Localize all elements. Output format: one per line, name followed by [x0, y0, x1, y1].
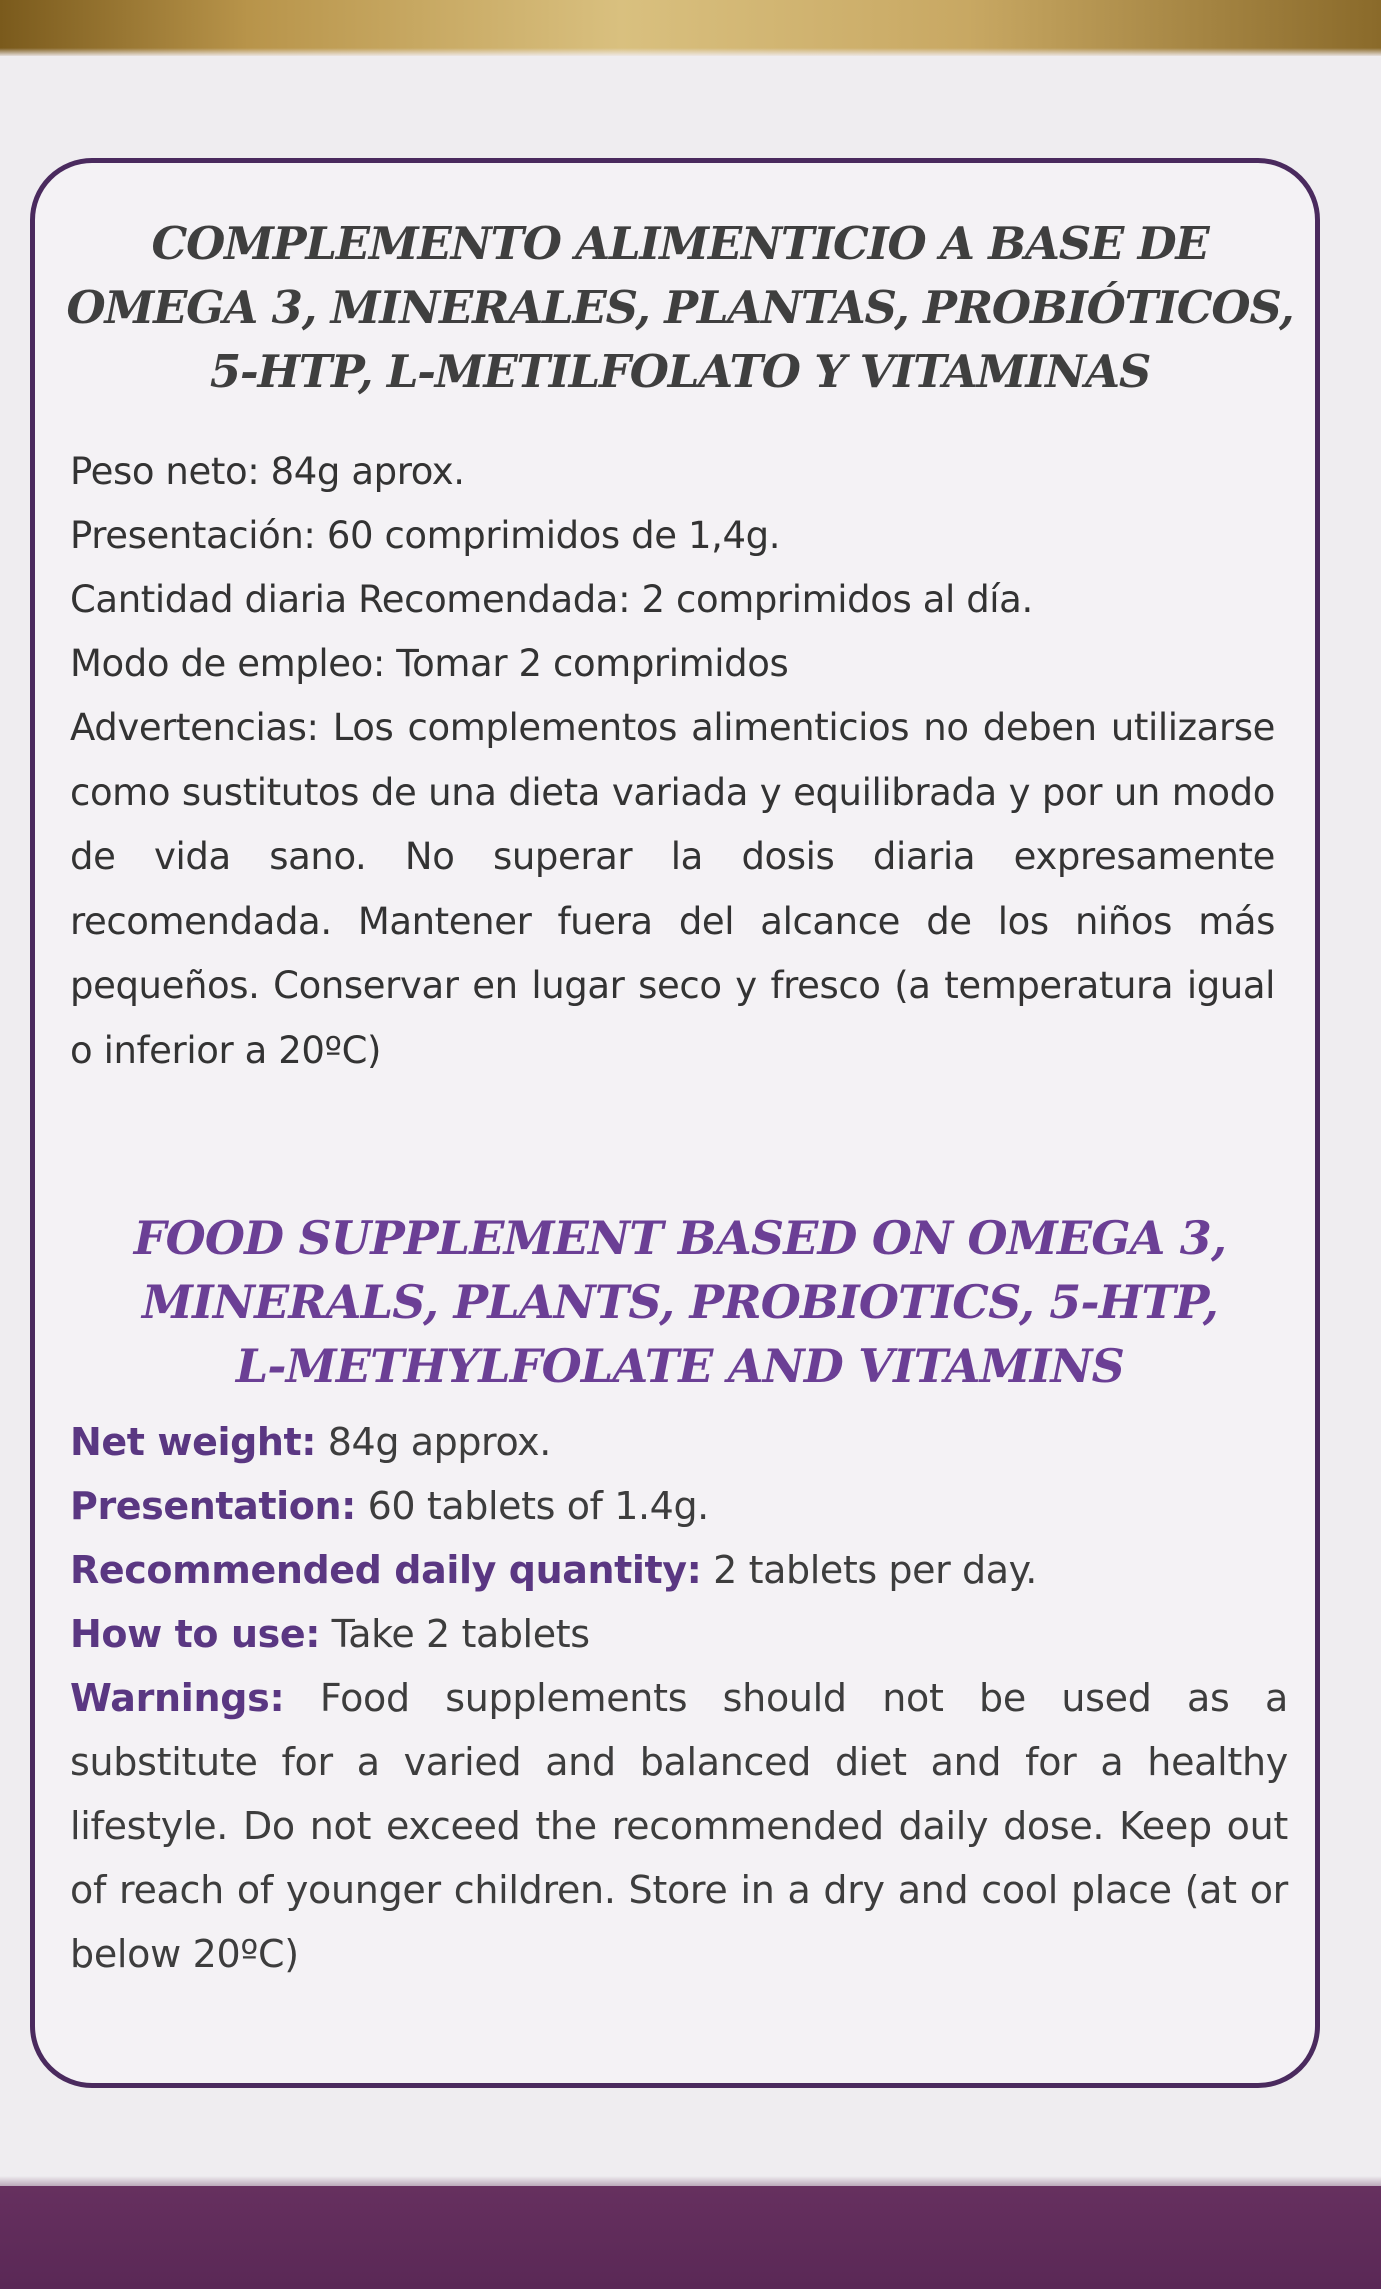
english-title-line: MINERALS, PLANTS, PROBIOTICS, 5-HTP,: [142, 1275, 1218, 1329]
spanish-title-line: OMEGA 3, MINERALES, PLANTAS, PROBIÓTICOS,: [66, 281, 1294, 334]
english-title-line: FOOD SUPPLEMENT BASED ON OMEGA 3,: [133, 1211, 1227, 1265]
gold-top-strip: [0, 0, 1381, 56]
english-net-weight: [70, 1410, 1270, 1474]
spanish-net-weight: Peso neto: 84g aprox.: [70, 450, 465, 493]
spanish-daily-quantity: Cantidad diaria Recomendada: 2 comprimidos al día.: [70, 578, 1033, 621]
spanish-info: [70, 440, 1270, 696]
spanish-title-line: 5-HTP, L-METILFOLATO Y VITAMINAS: [209, 345, 1151, 398]
english-usage-label: How to use:: [70, 1612, 320, 1656]
english-warnings: [70, 1666, 1288, 1986]
spanish-title-line: COMPLEMENTO ALIMENTICIO A BASE DE: [151, 217, 1209, 270]
english-net-weight-value: 84g approx.: [316, 1420, 551, 1464]
english-net-weight-label: Net weight:: [70, 1420, 317, 1464]
english-daily-quantity: [70, 1538, 1270, 1602]
purple-bottom-strip: [0, 2186, 1381, 2289]
english-warnings-text: Food supplements should not be used as a substitute for a varied and balanced diet and for a healthy lifestyle. Do not exceed the recommended daily dose. Keep out of reach of younger children. Store in a dry and cool place (at or below 20ºC): [70, 1676, 1288, 1976]
english-warnings-label: Warnings:: [70, 1676, 285, 1720]
english-presentation-label: Presentation:: [70, 1484, 356, 1528]
spanish-title: [60, 212, 1300, 404]
english-presentation: [70, 1474, 1270, 1538]
english-info: [70, 1410, 1270, 1666]
spanish-usage: Modo de empleo: Tomar 2 comprimidos: [70, 642, 789, 685]
english-usage-value: Take 2 tablets: [320, 1612, 590, 1656]
english-daily-quantity-value: 2 tablets per day.: [701, 1548, 1037, 1592]
english-daily-quantity-label: Recommended daily quantity:: [70, 1548, 702, 1592]
english-title: [60, 1206, 1300, 1398]
english-title-line: L-METHYLFOLATE AND VITAMINS: [235, 1339, 1125, 1393]
english-presentation-value: 60 tablets of 1.4g.: [355, 1484, 709, 1528]
english-usage: [70, 1602, 1270, 1666]
spanish-warnings: Advertencias: Los complementos alimenticios no deben utilizarse como sustitutos de una dieta variada y equilibrada y por un modo de vida sano. No superar la dosis diaria expresamente recomendada. Mantener fuera del alcance de los niños más pequeños. Conservar en lugar seco y fresco (a temperatura igual o inferior a 20ºC): [70, 706, 1275, 1072]
spanish-presentation: Presentación: 60 comprimidos de 1,4g.: [70, 514, 781, 557]
